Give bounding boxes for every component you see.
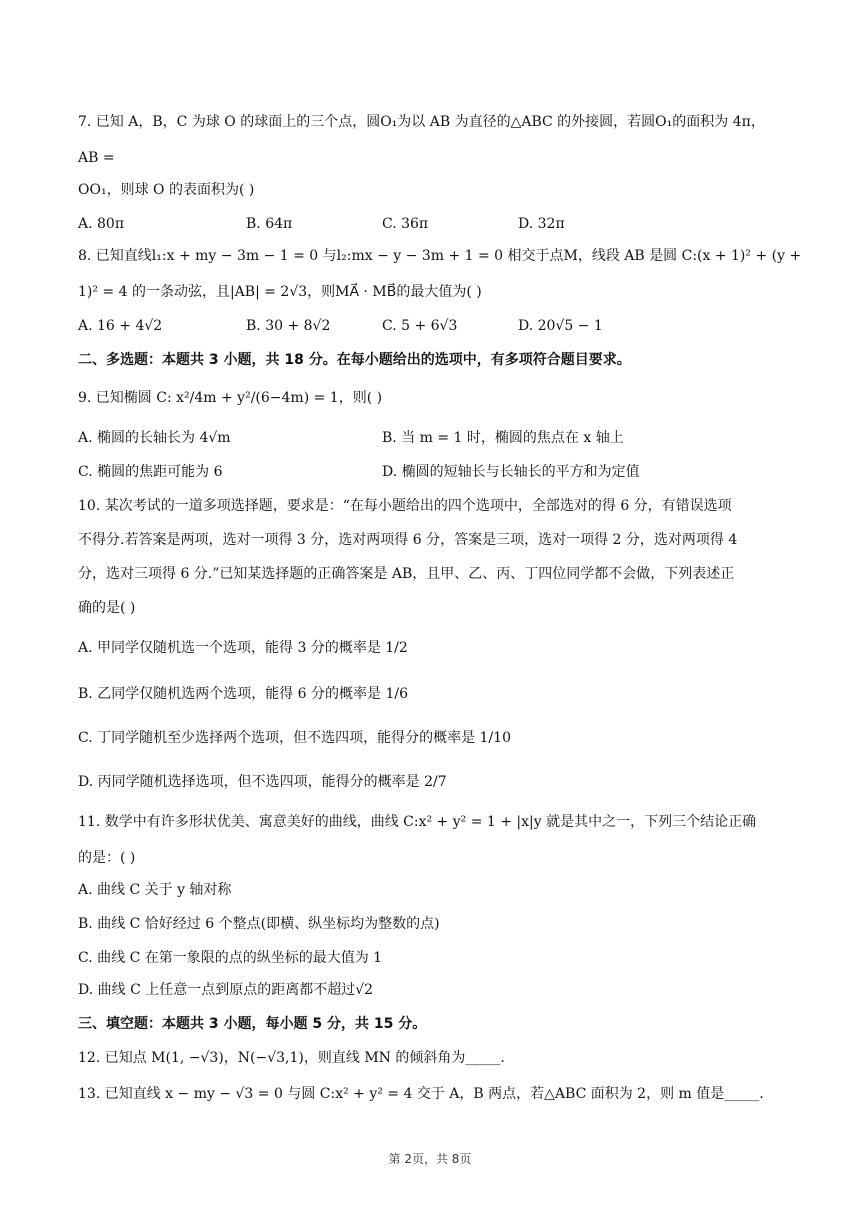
text-line: B. 30 + 8√2 xyxy=(246,318,331,334)
text-line: D. 20√5 − 1 xyxy=(518,318,603,334)
text-line: 12. 已知点 M(1, −√3)，N(−√3,1)，则直线 MN 的倾斜角为_____. xyxy=(78,1050,505,1066)
text-line: B. 当 m = 1 时，椭圆的焦点在 x 轴上 xyxy=(382,430,624,446)
text-line: 7. 已知 A，B，C 为球 O 的球面上的三个点，圆O₁为以 AB 为直径的△ABC 的外接圆，若圆O₁的面积为 4π， xyxy=(78,114,765,130)
text-line: D. 丙同学随机选择选项，但不选四项，能得分的概率是 2/7 xyxy=(78,774,447,790)
text-line: C. 椭圆的焦距可能为 6 xyxy=(78,464,223,480)
text-line: 9. 已知椭圆 C: x²/4m + y²/(6−4m) = 1，则( ) xyxy=(78,390,383,406)
page-footer: 第 2页，共 8页 xyxy=(388,1152,472,1166)
text-line: 的是：( ) xyxy=(78,850,136,866)
section-heading: 二、多选题：本题共 3 小题，共 18 分。在每小题给出的选项中，有多项符合题目要求。 xyxy=(78,352,631,368)
text-line: B. 乙同学仅随机选两个选项，能得 6 分的概率是 1/6 xyxy=(78,686,408,702)
text-line: 确的是( ) xyxy=(78,600,136,616)
text-line: AB = xyxy=(78,150,115,166)
text-line: C. 36π xyxy=(382,216,429,232)
text-line: A. 椭圆的长轴长为 4√m xyxy=(78,430,231,446)
text-line: 1)² = 4 的一条动弦，且|AB| = 2√3，则MA⃗ · MB⃗的最大值为( ) xyxy=(78,284,482,300)
text-line: 不得分.若答案是两项，选对一项得 3 分，选对两项得 6 分，答案是三项，选对一项得 2 分，选对两项得 4 xyxy=(78,532,738,548)
text-line: A. 16 + 4√2 xyxy=(78,318,163,334)
text-line: B. 64π xyxy=(246,216,293,232)
text-line: C. 丁同学随机至少选择两个选项，但不选四项，能得分的概率是 1/10 xyxy=(78,730,512,746)
text-line: D. 椭圆的短轴长与长轴长的平方和为定值 xyxy=(382,464,640,480)
text-line: C. 曲线 C 在第一象限的点的纵坐标的最大值为 1 xyxy=(78,950,383,966)
text-line: A. 曲线 C 关于 y 轴对称 xyxy=(78,882,232,898)
section-heading: 三、填空题：本题共 3 小题，每小题 5 分，共 15 分。 xyxy=(78,1016,427,1032)
text-line: OO₁，则球 O 的表面积为( ) xyxy=(78,182,255,198)
text-line: 分，选对三项得 6 分.”已知某选择题的正确答案是 AB，且甲、乙、丙、丁四位同学都不会做，下列表述正 xyxy=(78,566,735,582)
text-line: 13. 已知直线 x − my − √3 = 0 与圆 C:x² + y² = 4 交于 A，B 两点，若△ABC 面积为 2，则 m 值是_____. xyxy=(78,1086,764,1102)
text-line: D. 曲线 C 上任意一点到原点的距离都不超过√2 xyxy=(78,982,374,998)
text-line: 8. 已知直线l₁:x + my − 3m − 1 = 0 与l₂:mx − y − 3m + 1 = 0 相交于点M，线段 AB 是圆 C:(x + 1)² + (y + xyxy=(78,248,802,264)
text-line: B. 曲线 C 恰好经过 6 个整点(即横、纵坐标均为整数的点) xyxy=(78,916,440,932)
text-line: A. 甲同学仅随机选一个选项，能得 3 分的概率是 1/2 xyxy=(78,640,408,656)
text-line: 11. 数学中有许多形状优美、寓意美好的曲线，曲线 C:x² + y² = 1 + |x|y 就是其中之一，下列三个结论正确 xyxy=(78,814,757,830)
text-line: 10. 某次考试的一道多项选择题，要求是：“在每小题给出的四个选项中，全部选对的得 6 分，有错误选项 xyxy=(78,498,732,514)
text-line: A. 80π xyxy=(78,216,125,232)
text-line: C. 5 + 6√3 xyxy=(382,318,458,334)
text-line: D. 32π xyxy=(518,216,565,232)
